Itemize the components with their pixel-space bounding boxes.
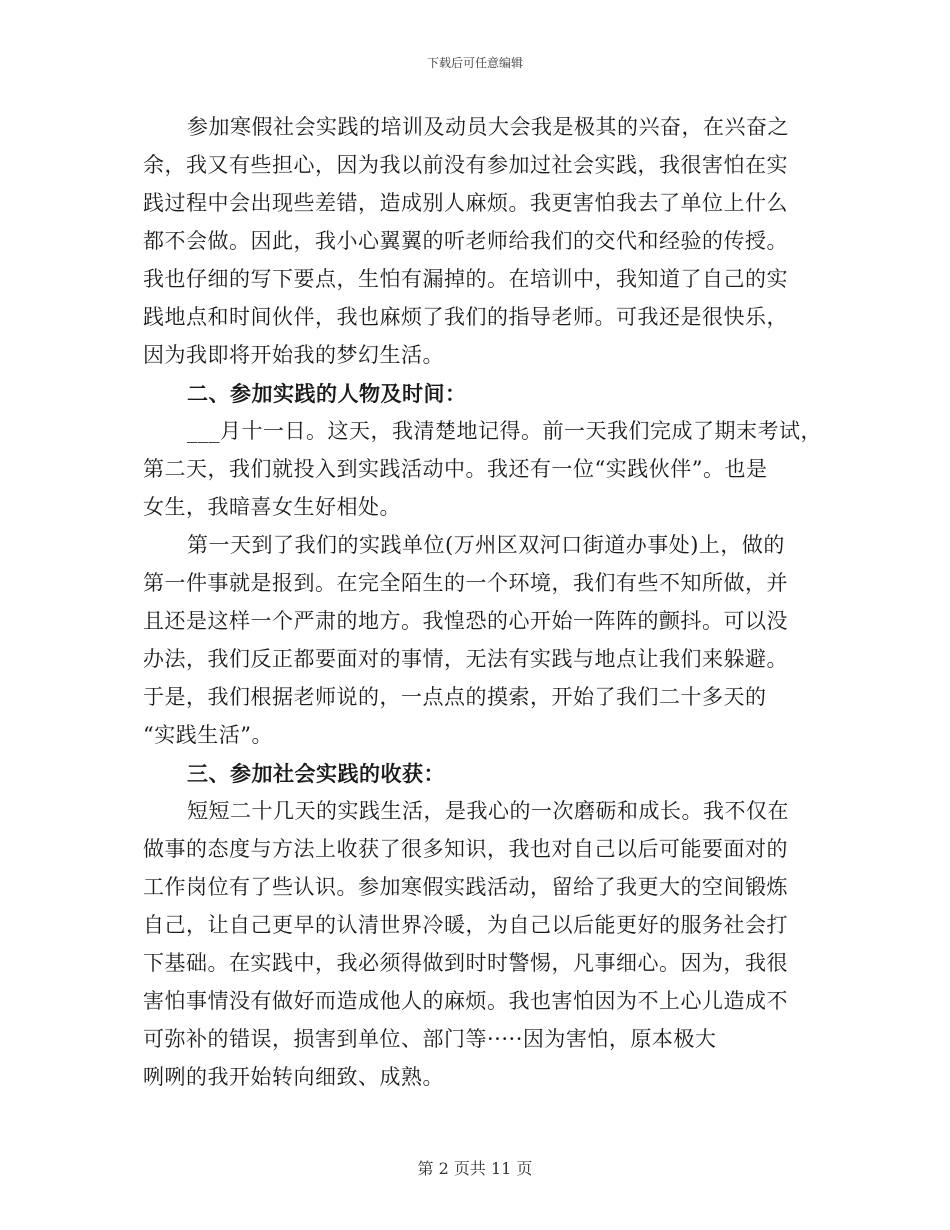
body-line: 第一天到了我们的实践单位(万州区双河口街道办事处)上，做的 (187, 533, 785, 557)
body-line: 我也仔细的写下要点，生怕有漏掉的。在培训中，我知道了自己的实 (143, 267, 788, 291)
body-line: 践地点和时间伙伴，我也麻烦了我们的指导老师。可我还是很快乐， (143, 305, 788, 329)
body-line: 都不会做。因此，我小心翼翼的听老师给我们的交代和经验的传授。 (143, 229, 788, 253)
body-line: 第二天，我们就投入到实践活动中。我还有一位“实践伙伴”。也是 (143, 457, 768, 481)
body-line: ___月十一日。这天，我清楚地记得。前一天我们完成了期末考试， (187, 419, 822, 443)
body-line: 践过程中会出现些差错，造成别人麻烦。我更害怕我去了单位上什么 (143, 191, 788, 215)
body-line: 余，我又有些担心，因为我以前没有参加过社会实践，我很害怕在实 (143, 153, 788, 177)
body-line: 办法，我们反正都要面对的事情，无法有实践与地点让我们来躲避。 (143, 647, 788, 671)
body-line: “实践生活”。 (143, 723, 273, 747)
body-line: 工作岗位有了些认识。参加寒假实践活动，留给了我更大的空间锻炼 (143, 875, 788, 899)
body-line: 短短二十几天的实践生活，是我心的一次磨砺和成长。我不仅在 (187, 799, 789, 823)
body-line: 可弥补的错误，损害到单位、部门等·····因为害怕，原本极大 (143, 1027, 717, 1051)
body-line: 自己，让自己更早的认清世界冷暖，为自己以后能更好的服务社会打 (143, 913, 788, 937)
body-line: 下基础。在实践中，我必须得做到时时警惕，凡事细心。因为，我很 (143, 951, 788, 975)
body-line: 做事的态度与方法上收获了很多知识，我也对自己以后可能要面对的 (143, 837, 788, 861)
body-line: 于是，我们根据老师说的，一点点的摸索，开始了我们二十多天的 (143, 685, 767, 709)
body-line: 参加寒假社会实践的培训及动员大会我是极其的兴奋，在兴奋之 (187, 115, 789, 139)
body-line: 第一件事就是报到。在完全陌生的一个环境，我们有些不知所做，并 (143, 571, 788, 595)
body-line: 害怕事情没有做好而造成他人的麻烦。我也害怕因为不上心儿造成不 (143, 989, 788, 1013)
page-header: 下载后可任意编辑 (426, 56, 523, 70)
body-line: 且还是这样一个严肃的地方。我惶恐的心开始一阵阵的颤抖。可以没 (143, 609, 788, 633)
body-line: 咧咧的我开始转向细致、成熟。 (143, 1065, 444, 1089)
body-line: 女生，我暗喜女生好相处。 (143, 495, 401, 519)
section-heading: 二、参加实践的人物及时间： (187, 381, 467, 406)
section-heading: 三、参加社会实践的收获： (187, 761, 445, 786)
body-line: 因为我即将开始我的梦幻生活。 (143, 343, 444, 367)
page-footer: 第 2 页共 11 页 (417, 1159, 533, 1178)
